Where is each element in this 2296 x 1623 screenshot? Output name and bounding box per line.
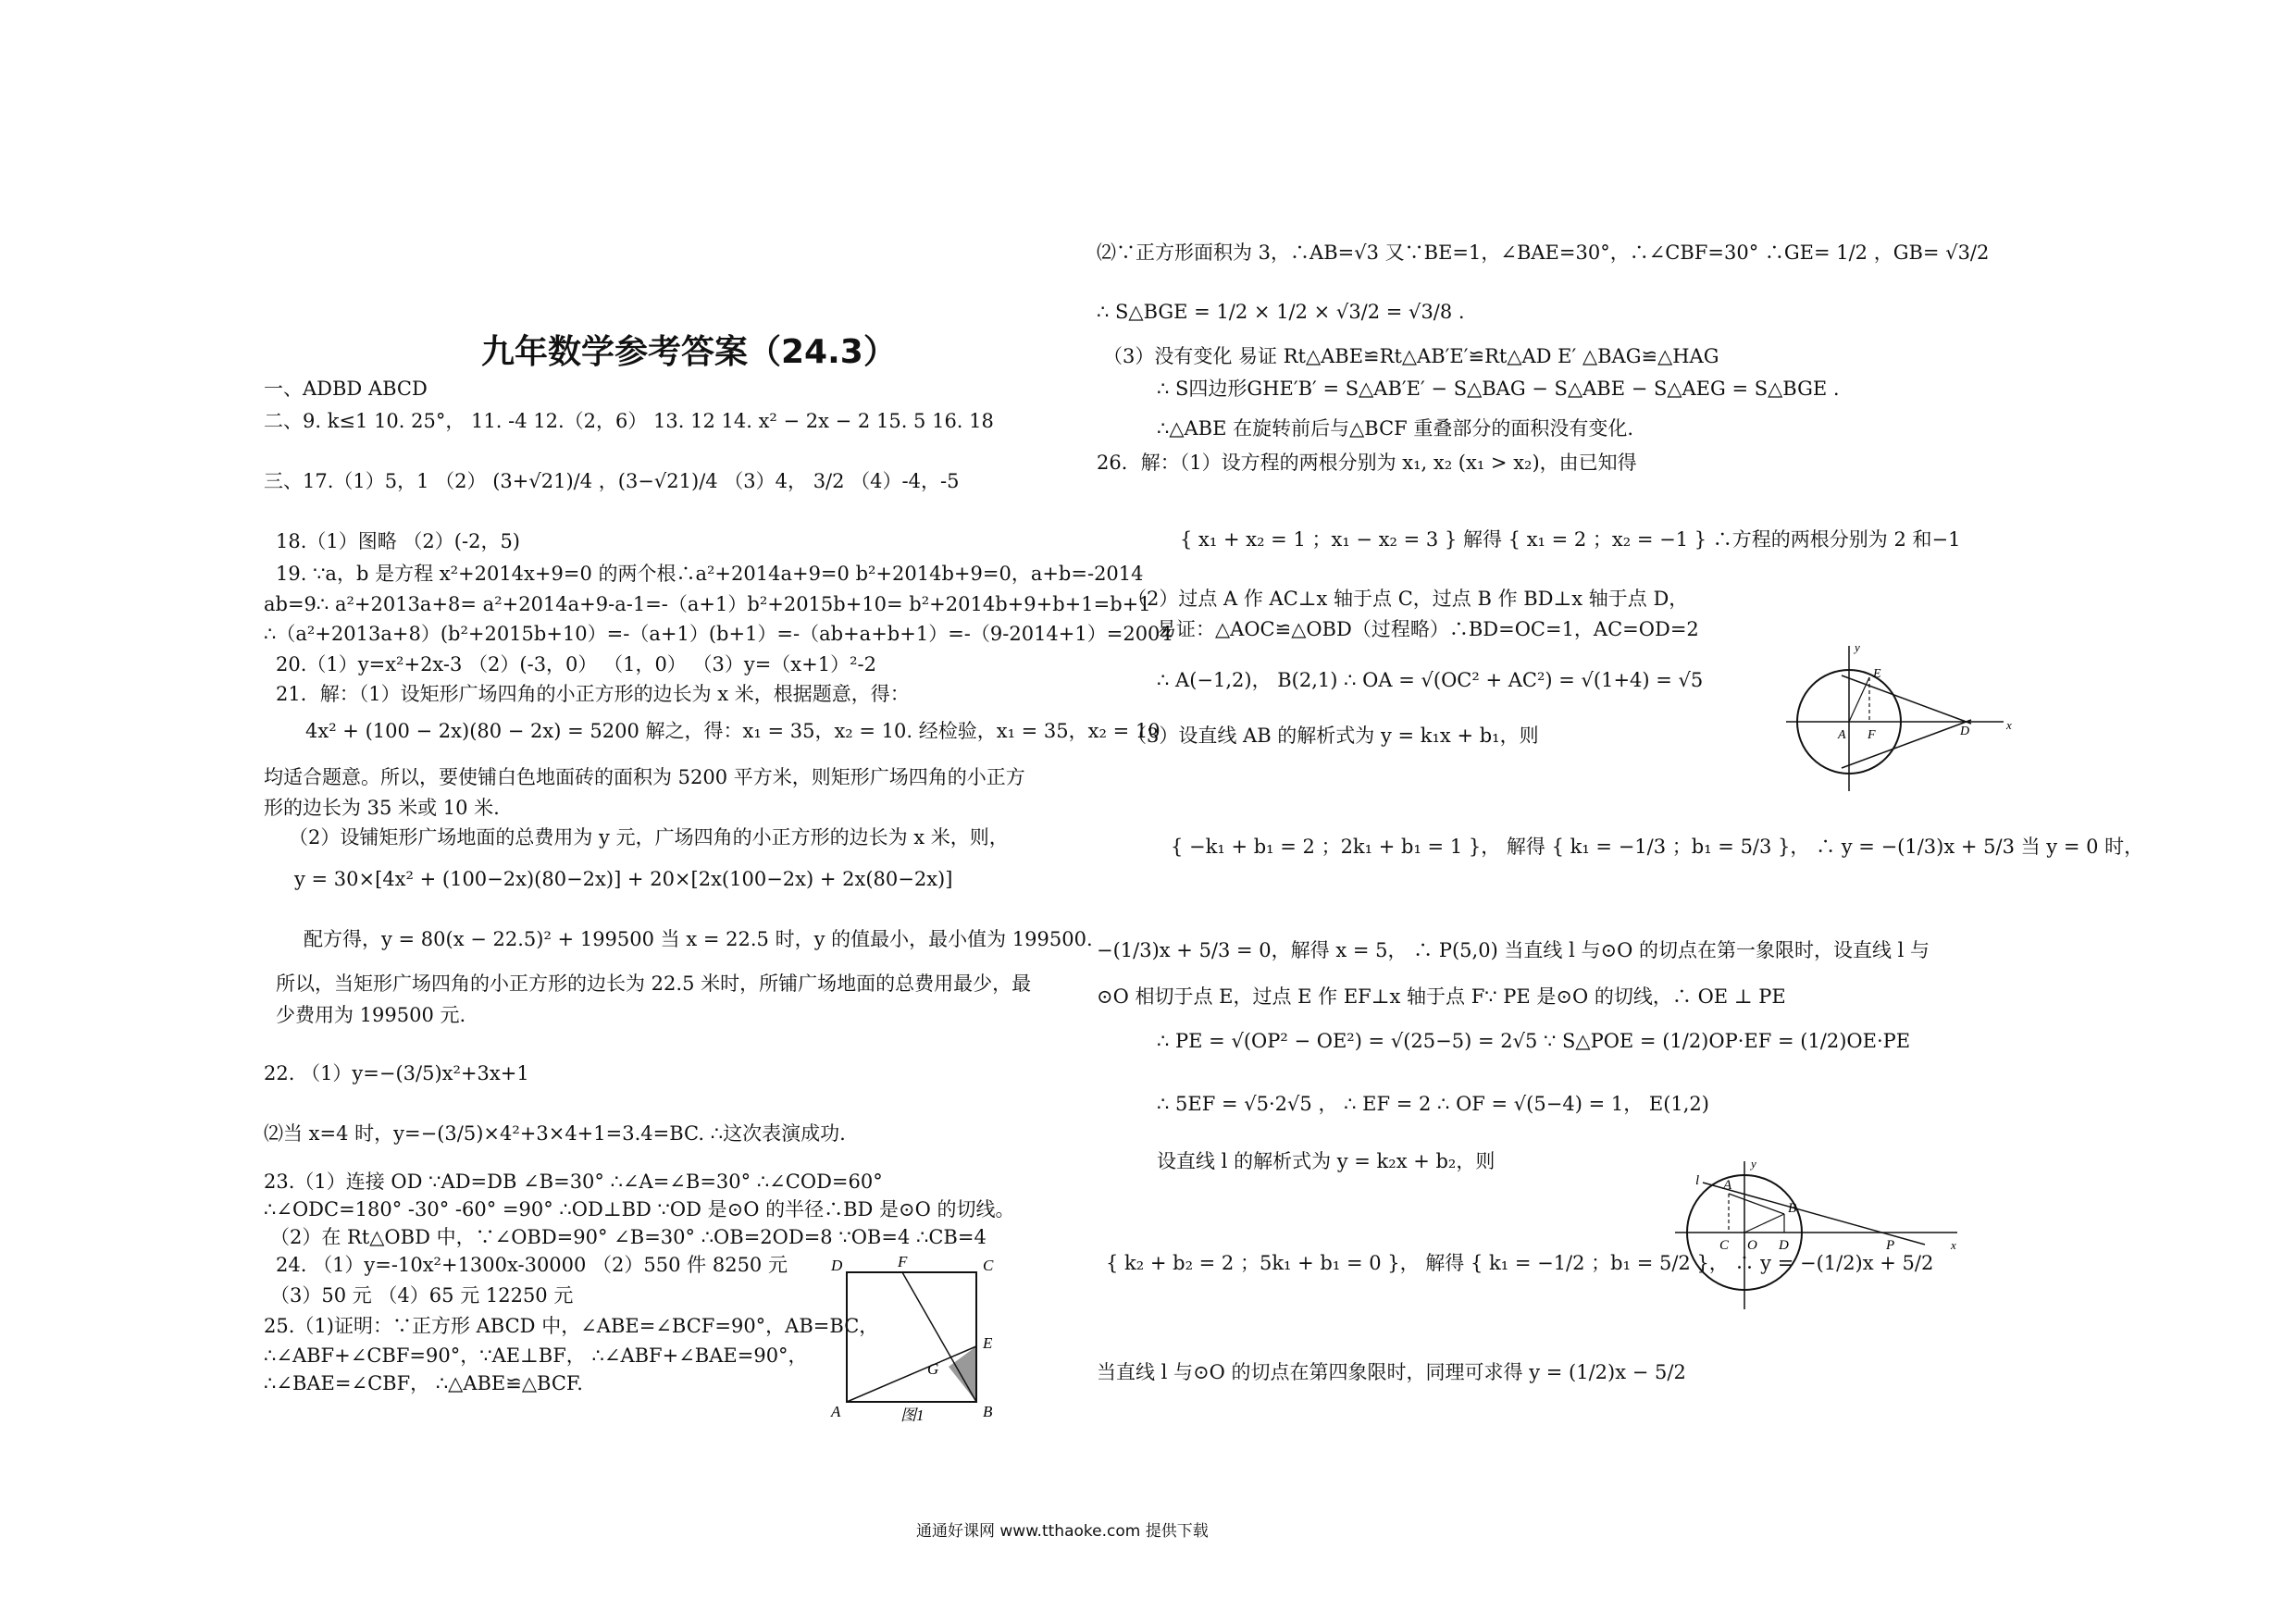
answer-line: 22. （1）y=−(3/5)x²+3x+1 xyxy=(264,1062,529,1084)
answer-line: ∴∠BAE=∠CBF， ∴△ABE≌△BCF. xyxy=(264,1372,583,1394)
answer-line: ∴ 5EF = √5·2√5 ， ∴ EF = 2 ∴ OF = √(5−4) = 1， E(1,2) xyxy=(1157,1093,1709,1115)
label-y: y xyxy=(1751,1157,1756,1171)
page-footer: 通通好课网 www.tthaoke.com 提供下载 xyxy=(916,1522,1209,1541)
tangent-line-figure xyxy=(1675,1157,1971,1314)
answer-line: 少费用为 199500 元. xyxy=(276,1004,466,1026)
answer-line: 24. （1）y=-10x²+1300x-30000 （2）550 件 8250 元 xyxy=(276,1254,788,1276)
label-f: F xyxy=(1868,728,1876,742)
answer-line: ∴（a²+2013a+8）(b²+2015b+10）=-（a+1）(b+1）=-（ab+a+b+1）=-（9-2014+1）=2004 xyxy=(264,623,1173,645)
label-f: F xyxy=(898,1253,908,1270)
segment-bf xyxy=(902,1272,976,1402)
answer-line: 25.（1)证明：∵正方形 ABCD 中，∠ABE=∠BCF=90°，AB=BC， xyxy=(264,1315,879,1337)
answer-line: ⑵∵正方形面积为 3，∴AB=√3 又∵BE=1，∠BAE=30°，∴∠CBF=30° ∴GE= 1/2 ，GB= √3/2 xyxy=(1097,242,1990,264)
figure-caption: 图1 xyxy=(900,1406,925,1424)
label-x: x xyxy=(2006,718,2012,732)
answer-line: −(1/3)x + 5/3 = 0，解得 x = 5， ∴ P(5,0) 当直线 l 与⊙O 的切点在第一象限时，设直线 l 与 xyxy=(1097,939,1930,961)
label-x: x xyxy=(1951,1238,1956,1252)
answer-line: 21．解：（1）设矩形广场四角的小正方形的边长为 x 米，根据题意，得： xyxy=(276,683,910,705)
label-c: C xyxy=(983,1257,994,1274)
tangent-circle-figure xyxy=(1786,638,2017,796)
answer-line: 23.（1）连接 OD ∵AD=DB ∠B=30° ∴∠A=∠B=30° ∴∠COD=60° xyxy=(264,1171,883,1193)
answer-line: 所以，当矩形广场四角的小正方形的边长为 22.5 米时，所铺广场地面的总费用最少，最 xyxy=(276,973,1032,995)
answer-line: 4x² + (100 − 2x)(80 − 2x) = 5200 解之，得：x₁ = 35，x₂ = 10. 经检验，x₁ = 35，x₂ = 10 xyxy=(305,720,1160,742)
answer-line: ⑵当 x=4 时，y=−(3/5)×4²+3×4+1=3.4=BC. ∴这次表演成功. xyxy=(264,1122,846,1145)
segment-ab xyxy=(1729,1194,1784,1214)
answer-line: （3）50 元 （4）65 元 12250 元 xyxy=(270,1284,574,1307)
answer-line: 二、9. k≤1 10. 25°， 11. -4 12.（2，6） 13. 12 14. x² − 2x − 2 15. 5 16. 18 xyxy=(264,410,994,432)
label-e: E xyxy=(1873,667,1881,681)
answer-line: 易证：△AOC≌△OBD（过程略）∴BD=OC=1，AC=OD=2 xyxy=(1157,618,1699,640)
answer-line: 设直线 l 的解析式为 y = k₂x + b₂，则 xyxy=(1157,1150,1496,1172)
label-o: O xyxy=(1747,1238,1757,1253)
label-b: B xyxy=(1788,1201,1797,1216)
answer-line: ∴∠ABF+∠CBF=90°，∵AE⊥BF， ∴∠ABF+∠BAE=90°， xyxy=(264,1344,808,1367)
answer-line: ∴ S四边形GHE′B′ = S△AB′E′ − S△BAG − S△ABE − S△AEG = S△BGE . xyxy=(1157,378,1840,400)
label-a: A xyxy=(831,1403,841,1420)
label-a: A xyxy=(1723,1178,1732,1193)
answer-line: 配方得，y = 80(x − 22.5)² + 199500 当 x = 22.5 时，y 的值最小，最小值为 199500. xyxy=(304,928,1093,950)
answer-line: （2）在 Rt△OBD 中，∵∠OBD=90° ∠B=30° ∴OB=2OD=8 ∵OB=4 ∴CB=4 xyxy=(270,1226,987,1248)
answer-line: （2）过点 A 作 AC⊥x 轴于点 C，过点 B 作 BD⊥x 轴于点 D， xyxy=(1127,588,1689,610)
label-e: E xyxy=(983,1334,993,1352)
answer-line: ∴ PE = √(OP² − OE²) = √(25−5) = 2√5 ∵ S△POE = (1/2)OP·EF = (1/2)OE·PE xyxy=(1157,1030,1911,1052)
line-l xyxy=(1703,1183,1925,1245)
answer-line: ∴ A(−1,2)， B(2,1) ∴ OA = √(OC² + AC²) = √(1+4) = √5 xyxy=(1157,669,1704,691)
answer-line: 26．解：（1）设方程的两根分别为 x₁, x₂ (x₁ > x₂)，由已知得 xyxy=(1097,452,1637,474)
answer-line: ∴∠ODC=180° -30° -60° =90° ∴OD⊥BD ∵OD 是⊙O 的半径∴BD 是⊙O 的切线。 xyxy=(264,1198,1015,1220)
label-b: B xyxy=(983,1403,993,1420)
answer-line: ∴ S△BGE = 1/2 × 1/2 × √3/2 = √3/8 . xyxy=(1097,301,1465,323)
label-d: D xyxy=(1960,725,1970,738)
label-g: G xyxy=(927,1360,939,1378)
answer-line: ⊙O 相切于点 E，过点 E 作 EF⊥x 轴于点 F∵ PE 是⊙O 的切线，∴ OE ⊥ PE xyxy=(1097,985,1786,1008)
answer-line: 三、17.（1）5，1 （2） (3+√21)/4 ，(3−√21)/4 （3）4， 3/2 （4）-4，-5 xyxy=(264,470,960,492)
tangent-line-upper xyxy=(1842,675,1971,724)
label-c: C xyxy=(1719,1238,1730,1253)
answer-line: （3）没有变化 易证 Rt△ABE≌Rt△AB′E′≌Rt△AD E′ △BAG≌△HAG xyxy=(1103,345,1719,367)
label-y: y xyxy=(1855,640,1860,654)
page-title: 九年数学参考答案（24.3） xyxy=(481,333,897,371)
answer-line: （2）设铺矩形广场地面的总费用为 y 元，广场四角的小正方形的边长为 x 米，则， xyxy=(289,826,1009,849)
segment-oe xyxy=(1849,677,1869,722)
label-p: P xyxy=(1886,1238,1895,1253)
answer-line: ab=9∴ a²+2013a+8= a²+2014a+9-a-1=-（a+1）b²+2015b+10= b²+2014b+9+b+1=b+1 xyxy=(264,593,1151,615)
label-a: A xyxy=(1838,728,1846,742)
label-d: D xyxy=(1779,1238,1789,1253)
answer-line: { −k₁ + b₁ = 2 ；2k₁ + b₁ = 1 }， 解得 { k₁ = −1/3 ；b₁ = 5/3 }， ∴ y = −(1/3)x + 5/3 当 y = 0 时， xyxy=(1171,836,2144,858)
square-abcd xyxy=(847,1272,976,1402)
answer-line: 一、ADBD ABCD xyxy=(264,378,428,400)
segment-ob xyxy=(1744,1214,1784,1233)
answer-line: { x₁ + x₂ = 1 ；x₁ − x₂ = 3 } 解得 { x₁ = 2 ；x₂ = −1 } ∴方程的两根分别为 2 和−1 xyxy=(1180,528,1961,551)
answer-line: y = 30×[4x² + (100−2x)(80−2x)] + 20×[2x(100−2x) + 2x(80−2x)] xyxy=(294,868,953,890)
label-l: l xyxy=(1695,1173,1700,1188)
tangent-line-lower xyxy=(1842,720,1971,768)
answer-line: 19. ∵a，b 是方程 x²+2014x+9=0 的两个根∴a²+2014a+9=0 b²+2014b+9=0，a+b=-2014 xyxy=(276,563,1144,585)
answer-line: { k₂ + b₂ = 2 ；5k₁ + b₁ = 0 }， 解得 { k₁ = −1/2 ；b₁ = 5/2 }， ∴ y = −(1/2)x + 5/2 xyxy=(1106,1252,1934,1274)
answer-line: 形的边长为 35 米或 10 米. xyxy=(264,797,500,819)
answer-line: 18.（1）图略 （2）(-2，5) xyxy=(276,530,520,552)
answer-line: 当直线 l 与⊙O 的切点在第四象限时，同理可求得 y = (1/2)x − 5/2 xyxy=(1097,1361,1686,1383)
answer-line: ∴△ABE 在旋转前后与△BCF 重叠部分的面积没有变化. xyxy=(1157,417,1634,440)
answer-line: （3）设直线 AB 的解析式为 y = k₁x + b₁，则 xyxy=(1127,725,1539,747)
label-d: D xyxy=(831,1257,843,1274)
answer-line: 均适合题意。所以，要使铺白色地面砖的面积为 5200 平方米，则矩形广场四角的小正方 xyxy=(264,766,1025,788)
answer-line: 20.（1）y=x²+2x-3 （2）(-3，0） （1，0） （3）y=（x+1）²-2 xyxy=(276,653,876,675)
square-figure xyxy=(814,1253,1009,1424)
